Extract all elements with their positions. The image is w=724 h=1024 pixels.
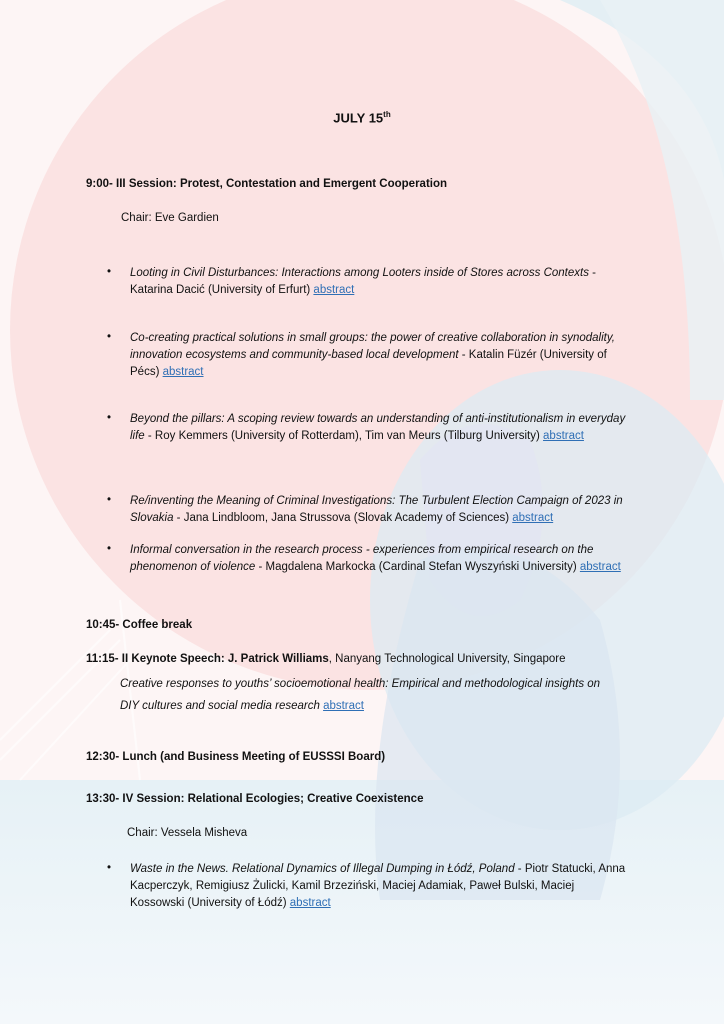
abstract-link[interactable]: abstract <box>543 430 584 442</box>
abstract-link[interactable]: abstract <box>323 700 364 712</box>
bullet-icon: • <box>107 412 112 424</box>
list-item: Co-creating practical solutions in small groups: the power of creative collaboration in synodality, innovation ecosystems and community-based local development - Katalin Füzér (University of Pécs) abstract <box>130 332 615 378</box>
coffee-break: 10:45- Coffee break <box>86 619 193 631</box>
abstract-link[interactable]: abstract <box>162 366 204 378</box>
bullet-icon: • <box>107 862 112 874</box>
bullet-icon: • <box>107 543 112 555</box>
abstract-link[interactable]: abstract <box>512 512 554 524</box>
list-item: Looting in Civil Disturbances: Interactions among Looters inside of Stores across Contexts - Katarina Dacić (University of Erfurt) abstract <box>130 267 596 296</box>
session-3-chair: Chair: Eve Gardien <box>121 212 219 224</box>
list-item: Informal conversation in the research process - experiences from empirical research on the phenomenon of violence - Magdalena Markocka (Cardinal Stefan Wyszyński University) abstract <box>130 544 621 573</box>
bullet-icon: • <box>107 331 112 343</box>
bullet-icon: • <box>107 494 112 506</box>
keynote-heading: 11:15- II Keynote Speech: J. Patrick Williams, Nanyang Technological University, Singapore <box>86 653 566 665</box>
abstract-link[interactable]: abstract <box>313 284 355 296</box>
abstract-link[interactable]: abstract <box>579 561 621 573</box>
list-item: Waste in the News. Relational Dynamics of Illegal Dumping in Łódź, Poland - Piotr Statucki, Anna Kacperczyk, Remigiusz Żulicki, Kamil Brzeziński, Maciej Adamiak, Paweł Bulski, Maciej Kossowski (University of Łódź) abstract <box>130 863 626 909</box>
list-item: Re/inventing the Meaning of Criminal Investigations: The Turbulent Election Campaign of 2023 in Slovakia - Jana Lindbloom, Jana Strussova (Slovak Academy of Sciences) abstract <box>130 495 623 524</box>
lunch: 12:30- Lunch (and Business Meeting of EUSSSI Board) <box>86 751 386 763</box>
keynote-title: Creative responses to youths’ socioemotional health: Empirical and methodological insights on DIY cultures and social media research abstract <box>120 678 601 712</box>
session-3-title: 9:00- III Session: Protest, Contestation and Emergent Cooperation <box>86 178 448 190</box>
day-heading: JULY 15th <box>333 110 391 126</box>
list-item: Beyond the pillars: A scoping review towards an understanding of anti-institutionalism in everyday life - Roy Kemmers (University of Rotterdam), Tim van Meurs (Tilburg University) abstract <box>130 413 626 442</box>
bullet-icon: • <box>107 266 112 278</box>
session-4-chair: Chair: Vessela Misheva <box>127 827 248 839</box>
session-4-title: 13:30- IV Session: Relational Ecologies; Creative Coexistence <box>86 793 424 805</box>
abstract-link[interactable]: abstract <box>289 897 331 909</box>
